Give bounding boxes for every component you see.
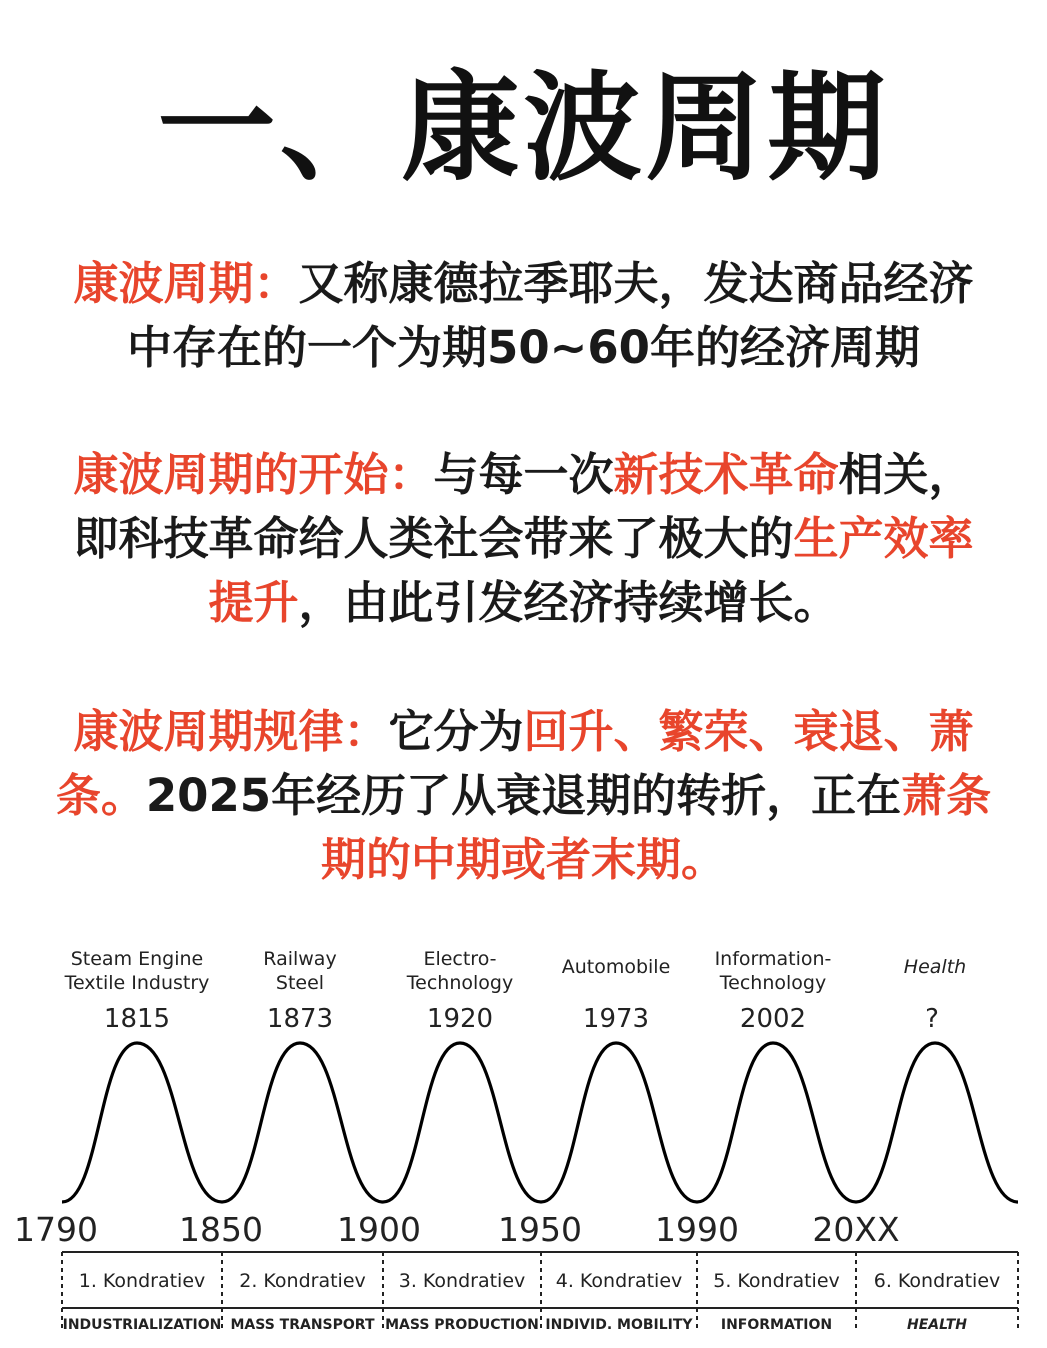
start-highlight-2: 生产效率 xyxy=(793,512,974,565)
start-label: 康波周期的开始： xyxy=(73,448,434,501)
wave-theme-label: MASS TRANSPORT xyxy=(230,1317,375,1333)
wave-theme-label: INFORMATION xyxy=(720,1317,833,1333)
trough-year-label: 20XX xyxy=(812,1210,900,1249)
kondratiev-wave-label: 5. Kondratiev xyxy=(713,1270,840,1292)
pattern-highlight-3: 萧条 xyxy=(901,769,992,822)
kondratiev-wave-label: 6. Kondratiev xyxy=(873,1270,1001,1292)
technology-label: Railway xyxy=(263,948,337,970)
technology-label: Technology xyxy=(719,972,827,994)
technology-label: Technology xyxy=(406,972,514,994)
kondratiev-wave-label: 1. Kondratiev xyxy=(78,1270,206,1292)
pattern-highlight-2: 条。 xyxy=(55,769,146,822)
trough-year-label: 1900 xyxy=(337,1210,421,1249)
pattern-label: 康波周期规律： xyxy=(73,705,389,758)
kondratiev-wave-label: 2. Kondratiev xyxy=(239,1270,366,1292)
trough-year-label: 1990 xyxy=(655,1210,739,1249)
trough-year-label: 1790 xyxy=(14,1210,98,1249)
peak-year-label: 1973 xyxy=(582,1004,650,1034)
technology-label: Automobile xyxy=(561,956,671,978)
technology-label: Textile Industry xyxy=(64,972,210,994)
pattern-paragraph xyxy=(40,700,1007,892)
start-text-2: 相关， xyxy=(838,448,974,501)
start-highlight-1: 新技术革命 xyxy=(613,448,839,501)
definition-text-1: 又称康德拉季耶夫，发达商品经济 xyxy=(298,257,974,310)
definition-paragraph xyxy=(40,252,1007,380)
pattern-text-2: 2025年经历了从衰退期的转折，正在 xyxy=(145,769,902,822)
kondratiev-wave-label: 3. Kondratiev xyxy=(398,1270,526,1292)
peak-year-label: ? xyxy=(925,1004,939,1034)
wave-theme-label: INDUSTRIALIZATION xyxy=(62,1317,222,1333)
peak-year-label: 1815 xyxy=(103,1004,171,1034)
pattern-text-1: 它分为 xyxy=(388,705,524,758)
technology-label: Steam Engine xyxy=(70,948,204,970)
technology-label: Information- xyxy=(714,948,832,970)
trough-year-label: 1850 xyxy=(179,1210,263,1249)
trough-year-label: 1950 xyxy=(498,1210,582,1249)
start-text-1: 与每一次 xyxy=(433,448,614,501)
start-text-3: 即科技革命给人类社会带来了极大的 xyxy=(73,512,794,565)
peak-year-label: 1920 xyxy=(426,1004,494,1034)
peak-year-label: 1873 xyxy=(266,1004,334,1034)
technology-label: Health xyxy=(903,956,967,978)
start-highlight-3: 提升 xyxy=(208,576,299,629)
peak-year-label: 2002 xyxy=(739,1004,807,1034)
definition-text-2: 中存在的一个为期50~60年的经济周期 xyxy=(127,321,920,374)
pattern-highlight-1: 回升、繁荣、衰退、萧 xyxy=(523,705,974,758)
technology-label: Electro- xyxy=(423,948,497,970)
technology-label: Steel xyxy=(275,972,325,994)
wave-theme-label: HEALTH xyxy=(907,1317,967,1333)
definition-label: 康波周期： xyxy=(73,257,299,310)
wave-theme-label: INDIVID. MOBILITY xyxy=(545,1317,693,1333)
kondratiev-cycle-diagram xyxy=(0,930,1047,1348)
page-title: 一、康波周期 xyxy=(157,59,890,197)
start-paragraph xyxy=(40,443,1007,635)
wave-line xyxy=(62,1043,1018,1202)
start-text-4: ，由此引发经济持续增长。 xyxy=(298,576,839,629)
pattern-highlight-4: 期的中期或者末期。 xyxy=(320,833,726,886)
kondratiev-wave-label: 4. Kondratiev xyxy=(555,1270,683,1292)
wave-theme-label: MASS PRODUCTION xyxy=(385,1317,539,1333)
